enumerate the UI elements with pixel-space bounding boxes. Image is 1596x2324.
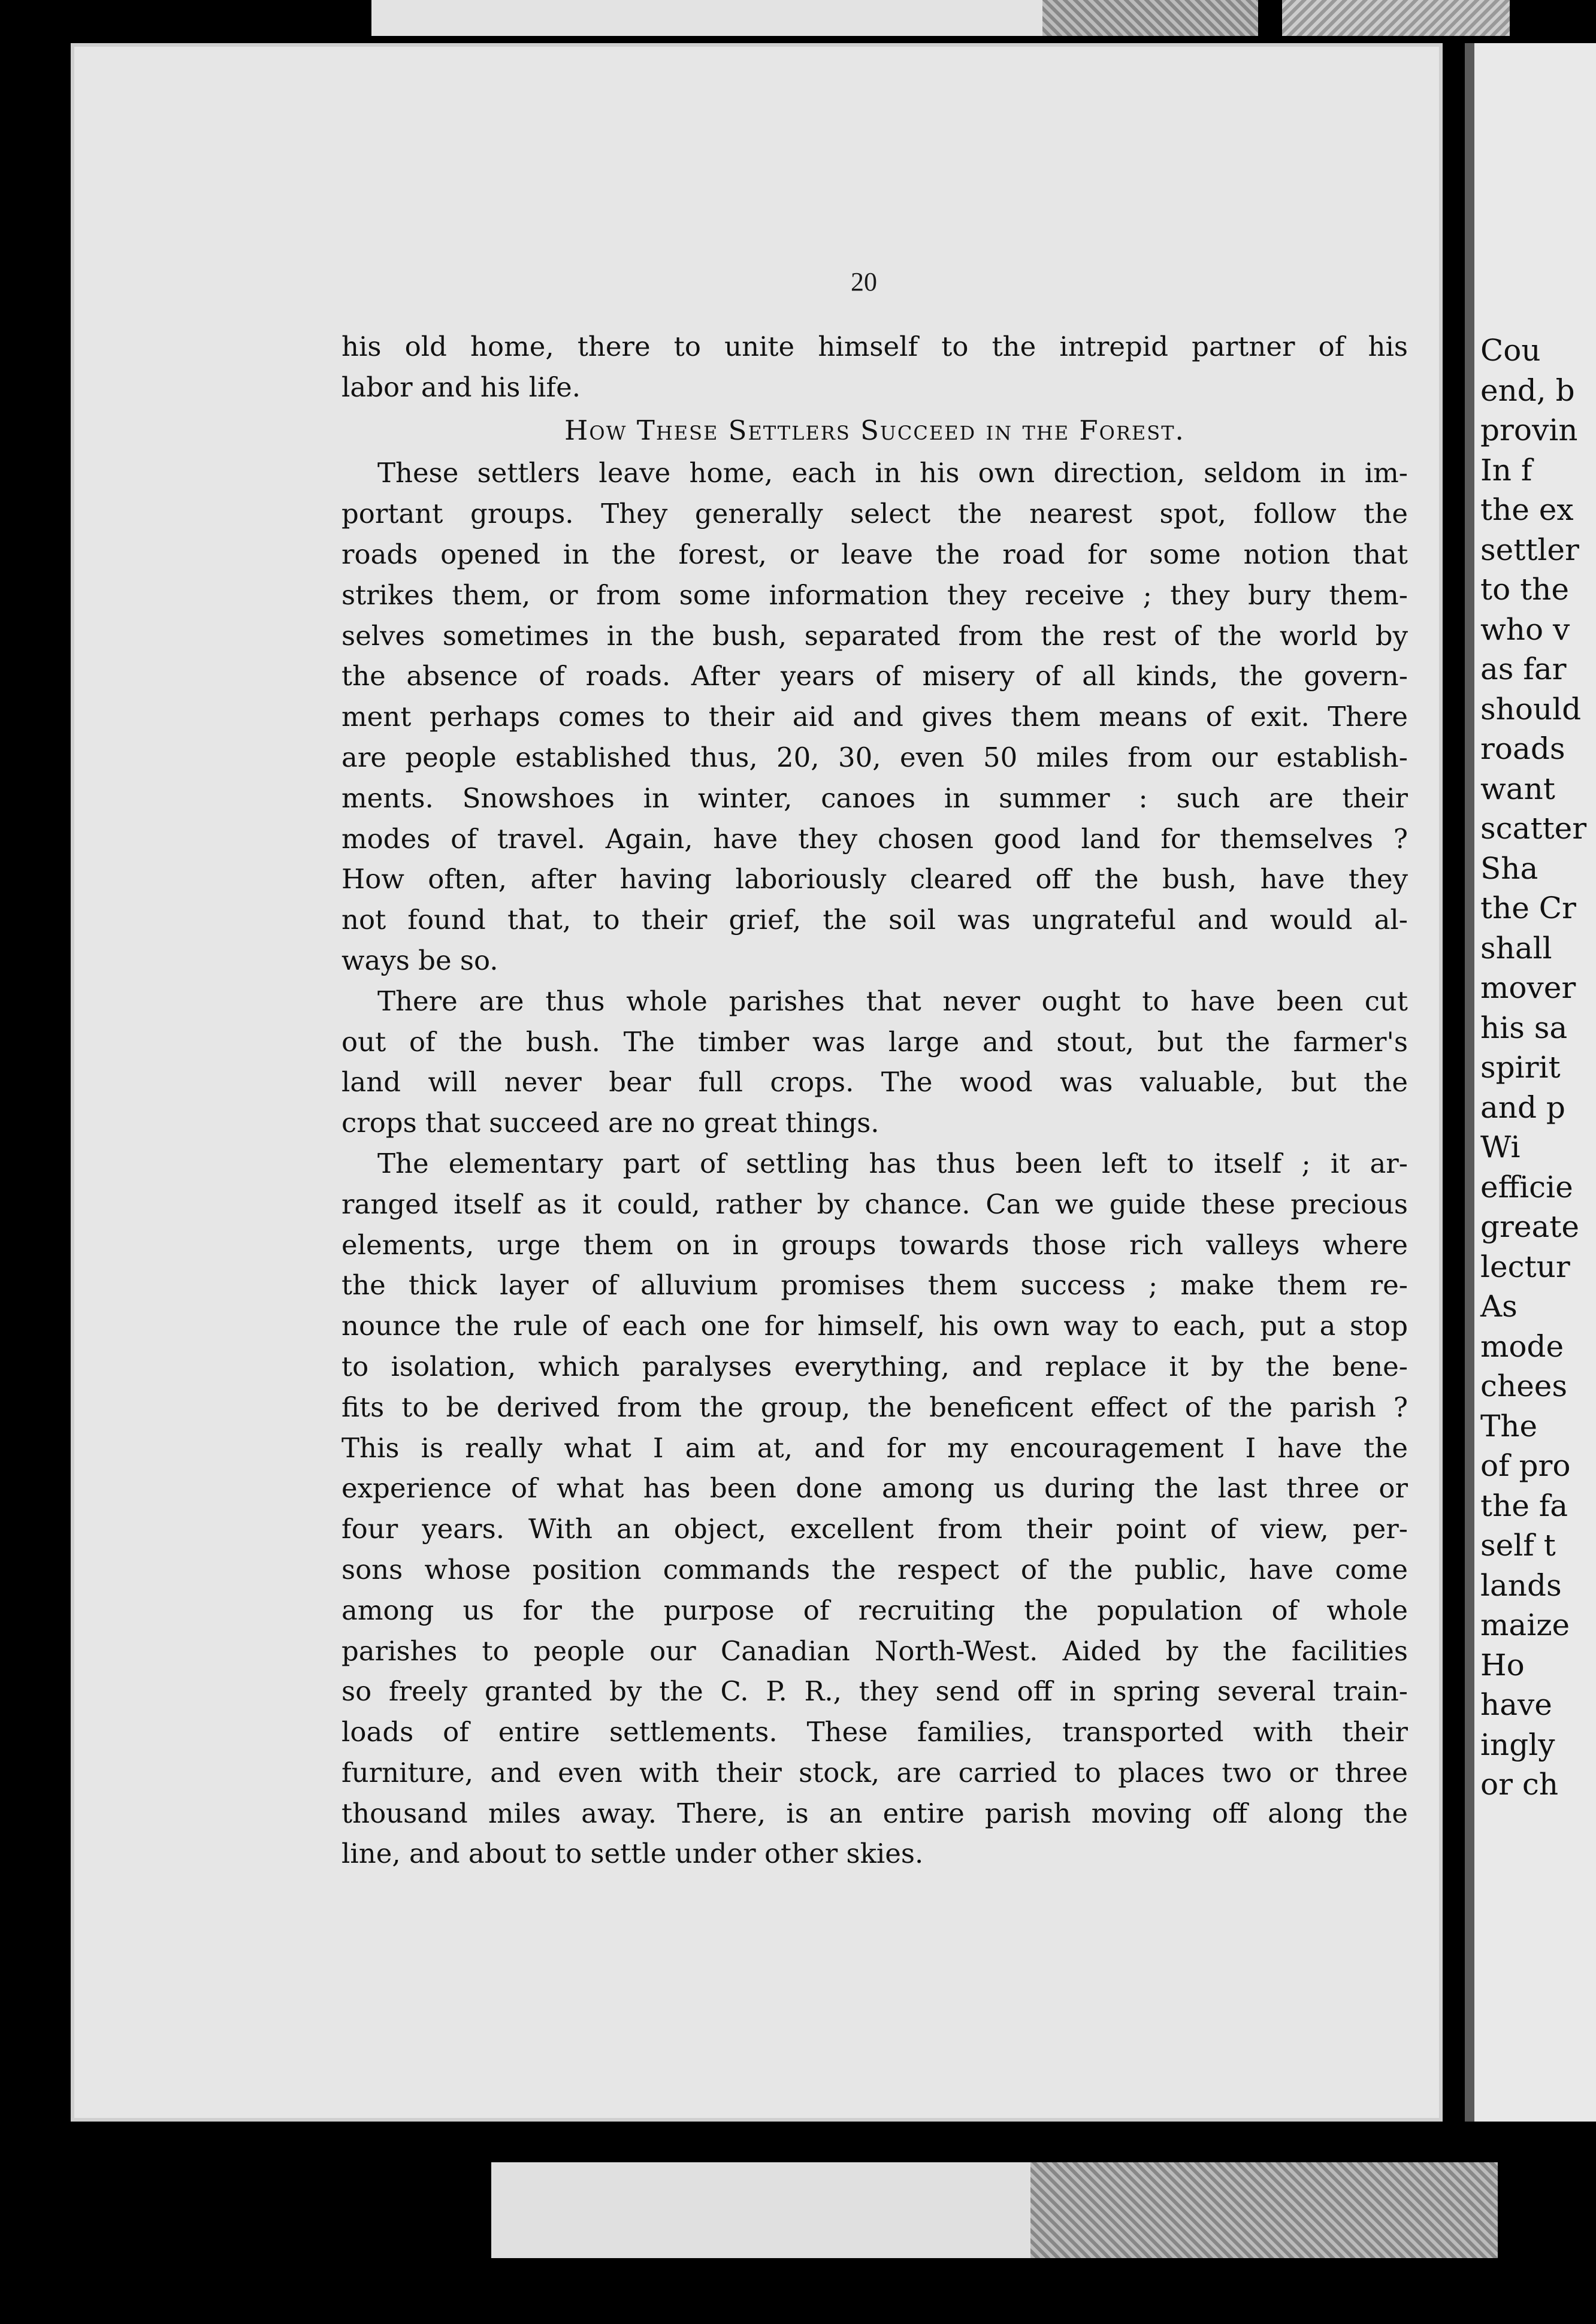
text-line: The elementary part of settling has thus been left to itself ; it ar- <box>377 1147 1408 1179</box>
adjacent-page-text-fragment: or ch <box>1480 1767 1559 1802</box>
adjacent-page-text-fragment: who v <box>1480 612 1570 647</box>
adjacent-page-text-fragment: Wi <box>1480 1130 1521 1164</box>
adjacent-page-text-fragment: as far <box>1480 652 1567 686</box>
text-line: crops that succeed are no great things. <box>341 1107 879 1139</box>
top-mount-hatch-right <box>1282 0 1510 36</box>
text-line: parishes to people our Canadian North-West. Aided by the facilities <box>341 1635 1408 1667</box>
adjacent-page-text-fragment: Ho <box>1480 1647 1525 1683</box>
adjacent-page-text-fragment: roads <box>1480 731 1565 766</box>
adjacent-page-text-fragment: the Cr <box>1480 891 1576 925</box>
adjacent-page-text-fragment: chees <box>1480 1369 1568 1403</box>
text-line: There are thus whole parishes that never ought to have been cut <box>377 985 1408 1017</box>
text-line: experience of what has been done among us during the last three or <box>341 1472 1408 1505</box>
adjacent-page-text-fragment: In f <box>1480 452 1532 488</box>
adjacent-page-text-fragment: greate <box>1480 1209 1579 1244</box>
adjacent-page-text-fragment: lands <box>1480 1568 1562 1603</box>
adjacent-page-text-fragment: his sa <box>1480 1010 1568 1045</box>
text-line: ranged itself as it could, rather by chance. Can we guide these precious <box>341 1188 1408 1220</box>
adjacent-page-text-fragment: of pro <box>1480 1448 1571 1483</box>
adjacent-page-text-fragment: to the <box>1480 572 1569 607</box>
page-number: 20 <box>851 267 877 296</box>
adjacent-page-text-fragment: mode <box>1480 1329 1564 1364</box>
page-body <box>341 326 1408 1874</box>
adjacent-page-text-fragment: The <box>1480 1408 1538 1444</box>
paragraph-3 <box>341 1143 1408 1874</box>
adjacent-page-text-fragment: provin <box>1480 413 1578 447</box>
text-line: are people established thus, 20, 30, even 50 miles from our establish- <box>341 741 1408 773</box>
adjacent-page-text-fragment: efficie <box>1480 1169 1573 1205</box>
adjacent-page-text-fragment: mover <box>1480 970 1576 1005</box>
text-line: loads of entire settlements. These families, transported with their <box>341 1716 1408 1748</box>
intro-paragraph <box>341 326 1408 408</box>
text-line: ways be so. <box>341 944 498 976</box>
adjacent-page-text-fragment: Sha <box>1480 851 1538 886</box>
text-line: ments. Snowshoes in winter, canoes in summer : such are their <box>341 782 1408 814</box>
adjacent-page-text-fragment: have <box>1480 1687 1552 1722</box>
text-line: selves sometimes in the bush, separated from the rest of the world by <box>341 619 1408 652</box>
text-line: modes of travel. Again, have they chosen good land for themselves ? <box>341 822 1408 855</box>
adjacent-page-text-fragment: the ex <box>1480 492 1574 527</box>
text-line: line, and about to settle under other skies. <box>341 1838 924 1870</box>
text-line: ment perhaps comes to their aid and gives them means of exit. There <box>341 701 1408 733</box>
adjacent-page-text-fragment: lectur <box>1480 1249 1570 1284</box>
text-line: his old home, there to unite himself to the intrepid partner of his <box>341 331 1408 362</box>
text-line: the thick layer of alluvium promises them success ; make them re- <box>341 1269 1408 1302</box>
text-line: land will never bear full crops. The wood was valuable, but the <box>341 1066 1408 1099</box>
adjacent-page-fragment <box>1465 43 1596 2122</box>
text-line: to isolation, which paralyses everything, and replace it by the bene- <box>341 1350 1408 1382</box>
text-line: among us for the purpose of recruiting the population of whole <box>341 1594 1408 1626</box>
adjacent-page-text-fragment: maize <box>1480 1608 1570 1642</box>
top-mount-hatch <box>1042 0 1258 36</box>
text-line: strikes them, or from some information they receive ; they bury them- <box>341 579 1408 611</box>
text-line: furniture, and even with their stock, are carried to places two or three <box>341 1756 1408 1789</box>
text-line: These settlers leave home, each in his own direction, seldom in im- <box>377 457 1408 489</box>
text-line: portant groups. They generally select the nearest spot, follow the <box>341 498 1408 530</box>
text-line: the absence of roads. After years of misery of all kinds, the govern- <box>341 660 1408 692</box>
bottom-mount-hatch <box>1030 2162 1498 2258</box>
adjacent-page-text-fragment: self t <box>1480 1528 1556 1563</box>
adjacent-page-text-fragment: should <box>1480 691 1582 727</box>
text-line: labor and his life. <box>341 371 581 403</box>
text-line: not found that, to their grief, the soil was ungrateful and would al- <box>341 904 1408 936</box>
adjacent-page-text-fragment: scatter <box>1480 811 1587 846</box>
section-heading: How These Settlers Succeed in the Forest. <box>564 414 1185 446</box>
adjacent-page-text-fragment: end, b <box>1480 373 1575 408</box>
adjacent-page-text-fragment: As <box>1480 1289 1518 1324</box>
adjacent-page-text-fragment: spirit <box>1480 1050 1561 1085</box>
text-line: nounce the rule of each one for himself, his own way to each, put a stop <box>341 1310 1408 1342</box>
adjacent-page-text-fragment: settler <box>1480 532 1579 567</box>
text-line: This is really what I aim at, and for my encouragement I have the <box>341 1432 1408 1464</box>
text-line: so freely granted by the C. P. R., they send off in spring several train- <box>341 1675 1408 1708</box>
bottom-page-strip <box>491 2162 1030 2258</box>
paragraph-1 <box>341 453 1408 981</box>
text-line: four years. With an object, excellent from their point of view, per- <box>341 1513 1408 1545</box>
text-line: out of the bush. The timber was large and stout, but the farmer's <box>341 1025 1408 1058</box>
text-line: thousand miles away. There, is an entire parish moving off along the <box>341 1797 1408 1829</box>
text-line: How often, after having laboriously cleared off the bush, have they <box>341 863 1408 895</box>
adjacent-page-text-fragment: shall <box>1480 930 1552 966</box>
adjacent-page-text-fragment: Cou <box>1480 333 1541 368</box>
paragraph-2 <box>341 981 1408 1143</box>
adjacent-page-text-fragment: the fa <box>1480 1488 1568 1523</box>
text-line: sons whose position commands the respect of the public, have come <box>341 1553 1408 1585</box>
adjacent-page-text-fragment: want <box>1480 771 1555 806</box>
text-line: elements, urge them on in groups towards those rich valleys where <box>341 1228 1408 1261</box>
adjacent-page-text-fragment: and p <box>1480 1090 1565 1125</box>
top-page-strip <box>371 0 1042 36</box>
adjacent-page-text-fragment: ingly <box>1480 1727 1555 1762</box>
text-line: fits to be derived from the group, the beneficent effect of the parish ? <box>341 1391 1408 1423</box>
text-line: roads opened in the forest, or leave the road for some notion that <box>341 538 1408 570</box>
